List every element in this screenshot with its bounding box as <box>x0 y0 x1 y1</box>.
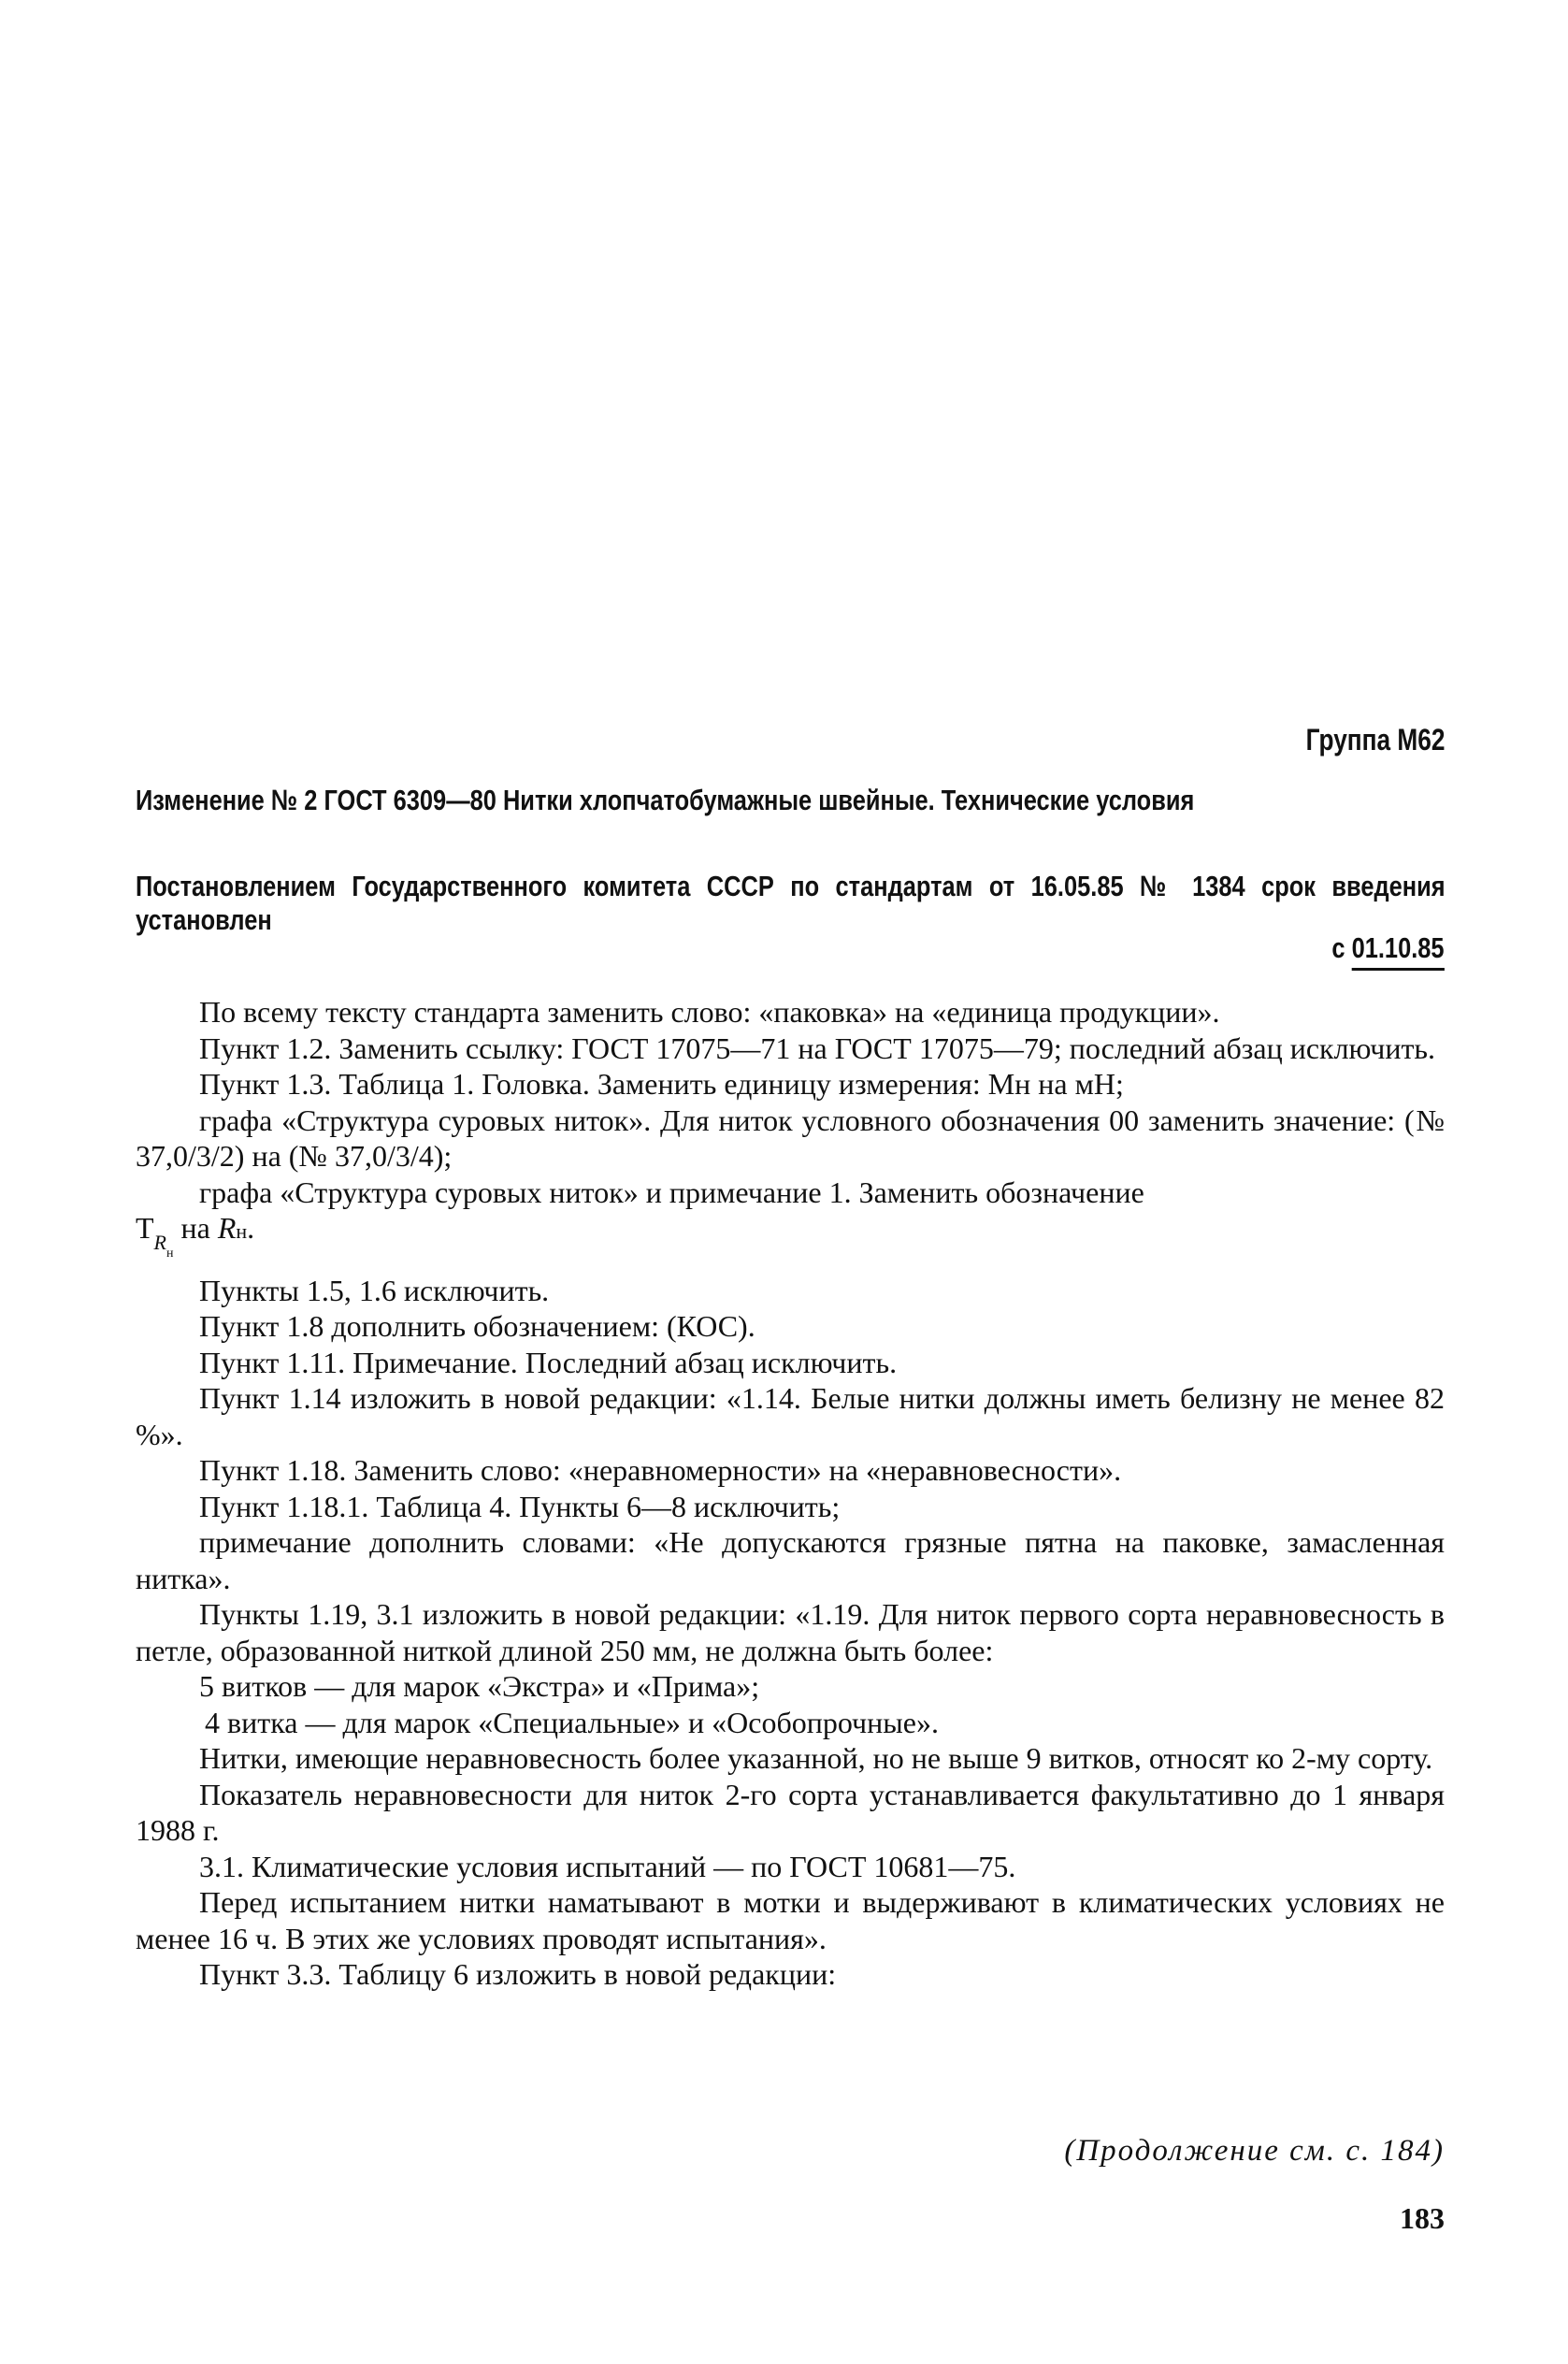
list-item: 4 витка — для марок «Специальные» и «Особопрочные». <box>205 1705 939 1739</box>
amendment-title-text: Изменение № 2 ГОСТ 6309—80 Нитки хлопчатобумажные швейные. Технические условия <box>136 784 1195 816</box>
effective-date-prefix: с <box>1331 931 1345 964</box>
paragraph: Пункты 1.19, 3.1 изложить в новой редакции: «1.19. Для ниток первого сорта неравновесность в петле, образованной ниткой длиной 250 мм, не должна быть более: <box>136 1597 1445 1667</box>
group-code: Группа М62 <box>1305 723 1445 757</box>
symbol-from-subsub: н <box>166 1247 174 1261</box>
paragraph: Пункты 1.5, 1.6 исключить. <box>199 1273 550 1307</box>
paragraph: примечание дополнить словами: «Не допускаются грязные пятна на паковке, замасленная нитка». <box>136 1525 1445 1595</box>
decree-statement-text: Постановлением Государственного комитета СССР по стандартам от 16.05.85 № 1384 срок введения установлен <box>136 870 1446 936</box>
effective-date <box>1332 931 1445 965</box>
paragraph: Пункт 1.8 дополнить обозначением: (КОС). <box>199 1309 755 1343</box>
paragraph: Пункт 3.3. Таблицу 6 изложить в новой редакции: <box>199 1957 837 1991</box>
paragraph: Пункт 1.18.1. Таблица 4. Пункты 6—8 исключить; <box>199 1489 841 1523</box>
paragraph: Пункт 1.14 изложить в новой редакции: «1.14. Белые нитки должны иметь белизну не менее 82 %». <box>136 1381 1445 1451</box>
paragraph: Нитки, имеющие неравновесность более указанной, но не выше 9 витков, относят ко 2-му сорту. <box>199 1741 1433 1775</box>
amendment-title <box>136 784 1445 817</box>
symbol-from-sub-letter: R <box>153 1231 166 1254</box>
paragraph: Пункт 1.11. Примечание. Последний абзац исключить. <box>199 1345 898 1379</box>
symbol-middle: на <box>173 1211 218 1245</box>
paragraph: Пункт 1.18. Заменить слово: «неравномерности» на «неравновесности». <box>199 1453 1122 1487</box>
paragraph: 3.1. Климатические условия испытаний — по ГОСТ 10681—75. <box>199 1849 1016 1883</box>
list-item: 5 витков — для марок «Экстра» и «Прима»; <box>199 1669 760 1703</box>
symbol-from-sub <box>153 1231 174 1261</box>
paragraph: графа «Структура суровых ниток». Для ниток условного обозначения 00 заменить значение: (№ 37,0/3/2) на (№ 37,0/3/4); <box>136 1103 1445 1173</box>
decree-statement <box>136 870 1445 937</box>
page-number: 183 <box>1400 2201 1445 2235</box>
paragraph: графа «Структура суровых ниток» и примечание 1. Заменить обозначение <box>199 1175 1144 1209</box>
document-body <box>136 994 1445 1993</box>
symbol-to-base: R <box>217 1211 237 1245</box>
continuation-note: (Продолжение см. с. 184) <box>1064 2134 1445 2168</box>
paragraph: Пункт 1.2. Заменить ссылку: ГОСТ 17075—71 на ГОСТ 17075—79; последний абзац исключить. <box>199 1031 1436 1065</box>
paragraph: Перед испытанием нитки наматывают в мотки и выдерживают в климатических условиях не менее 16 ч. В этих же условиях проводят испытания». <box>136 1885 1445 1955</box>
symbol-end: . <box>247 1211 255 1245</box>
paragraph: Пункт 1.3. Таблица 1. Головка. Заменить единицу измерения: Мн на мН; <box>199 1067 1124 1101</box>
symbol-from-base: T <box>136 1211 154 1245</box>
symbol-replacement-line <box>136 1210 1445 1273</box>
effective-date-value: 01.10.85 <box>1352 931 1445 971</box>
paragraph: Показатель неравновесности для ниток 2-го сорта устанавливается факультативно до 1 января 1988 г. <box>136 1777 1445 1847</box>
paragraph: По всему тексту стандарта заменить слово: «паковка» на «единица продукции». <box>199 995 1220 1029</box>
symbol-to-sub: н <box>236 1219 248 1243</box>
